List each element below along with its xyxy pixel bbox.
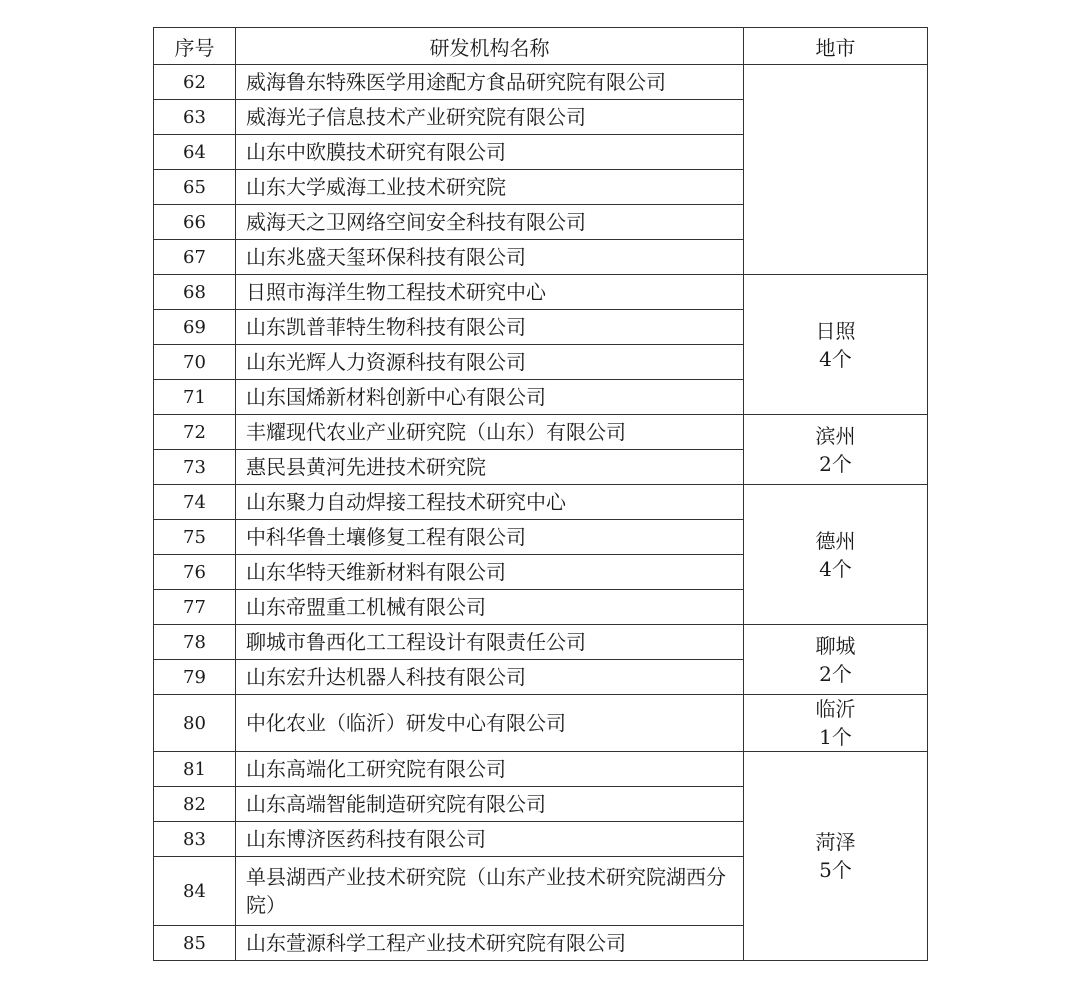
table-row: [154, 695, 928, 752]
table-row: [154, 625, 928, 660]
table-row: [154, 485, 928, 520]
row-seq: 62: [154, 65, 236, 100]
row-name: 山东国烯新材料创新中心有限公司: [236, 380, 744, 415]
city-count: 2个: [819, 451, 852, 476]
row-seq: 67: [154, 240, 236, 275]
city-cell: [744, 695, 928, 752]
row-seq: 77: [154, 590, 236, 625]
row-seq: 85: [154, 926, 236, 961]
row-name: 丰耀现代农业产业研究院（山东）有限公司: [236, 415, 744, 450]
row-seq: 82: [154, 787, 236, 822]
row-seq: 64: [154, 135, 236, 170]
institution-table: [153, 27, 928, 961]
table-row: [154, 275, 928, 310]
row-name: 威海光子信息技术产业研究院有限公司: [236, 100, 744, 135]
row-name: 日照市海洋生物工程技术研究中心: [236, 275, 744, 310]
table-row: [154, 65, 928, 100]
row-seq: 70: [154, 345, 236, 380]
city-count: 4个: [819, 556, 852, 581]
city-name: 临沂: [815, 697, 856, 721]
row-name: 聊城市鲁西化工工程设计有限责任公司: [236, 625, 744, 660]
row-name: 山东凯普菲特生物科技有限公司: [236, 310, 744, 345]
row-seq: 71: [154, 380, 236, 415]
city-count: 4个: [819, 346, 852, 371]
row-name: 山东高端智能制造研究院有限公司: [236, 787, 744, 822]
row-name: 山东高端化工研究院有限公司: [236, 752, 744, 787]
row-name: 山东聚力自动焊接工程技术研究中心: [236, 485, 744, 520]
table-row: [154, 415, 928, 450]
row-name: 山东华特天维新材料有限公司: [236, 555, 744, 590]
row-name: 山东中欧膜技术研究有限公司: [236, 135, 744, 170]
row-name: 山东光辉人力资源科技有限公司: [236, 345, 744, 380]
header-row: [154, 28, 928, 65]
header-city: 地市: [744, 28, 928, 65]
city-name: 日照: [815, 318, 856, 343]
row-seq: 69: [154, 310, 236, 345]
city-cell: [744, 752, 928, 961]
row-name: 中化农业（临沂）研发中心有限公司: [236, 695, 744, 752]
header-seq: 序号: [154, 28, 236, 65]
city-cell: [744, 415, 928, 485]
row-seq: 83: [154, 822, 236, 857]
row-seq: 75: [154, 520, 236, 555]
row-seq: 68: [154, 275, 236, 310]
city-name: 德州: [815, 528, 856, 553]
city-cell: [744, 275, 928, 415]
row-seq: 78: [154, 625, 236, 660]
row-seq: 76: [154, 555, 236, 590]
row-seq: 65: [154, 170, 236, 205]
row-name: 山东萱源科学工程产业技术研究院有限公司: [236, 926, 744, 961]
city-name: 菏泽: [815, 830, 856, 854]
row-seq: 63: [154, 100, 236, 135]
row-seq: 84: [154, 857, 236, 926]
row-name: 山东博济医药科技有限公司: [236, 822, 744, 857]
table-row: [154, 752, 928, 787]
row-seq: 72: [154, 415, 236, 450]
row-seq: 79: [154, 660, 236, 695]
row-name: 威海天之卫网络空间安全科技有限公司: [236, 205, 744, 240]
row-name: 山东大学威海工业技术研究院: [236, 170, 744, 205]
row-seq: 80: [154, 695, 236, 752]
row-name: 单县湖西产业技术研究院（山东产业技术研究院湖西分院）: [236, 857, 744, 926]
city-name: 滨州: [815, 423, 856, 448]
row-seq: 66: [154, 205, 236, 240]
city-cell: [744, 485, 928, 625]
row-name: 山东宏升达机器人科技有限公司: [236, 660, 744, 695]
row-seq: 73: [154, 450, 236, 485]
row-seq: 81: [154, 752, 236, 787]
row-name: 山东帝盟重工机械有限公司: [236, 590, 744, 625]
city-count: 1个: [819, 725, 852, 749]
city-count: 2个: [819, 661, 852, 686]
row-name: 中科华鲁土壤修复工程有限公司: [236, 520, 744, 555]
city-name: 聊城: [815, 633, 856, 658]
city-cell: [744, 625, 928, 695]
row-name: 惠民县黄河先进技术研究院: [236, 450, 744, 485]
row-seq: 74: [154, 485, 236, 520]
row-name: 山东兆盛天玺环保科技有限公司: [236, 240, 744, 275]
city-count: 5个: [819, 858, 852, 882]
header-name: 研发机构名称: [236, 28, 744, 65]
row-name: 威海鲁东特殊医学用途配方食品研究院有限公司: [236, 65, 744, 100]
city-cell: [744, 65, 928, 275]
